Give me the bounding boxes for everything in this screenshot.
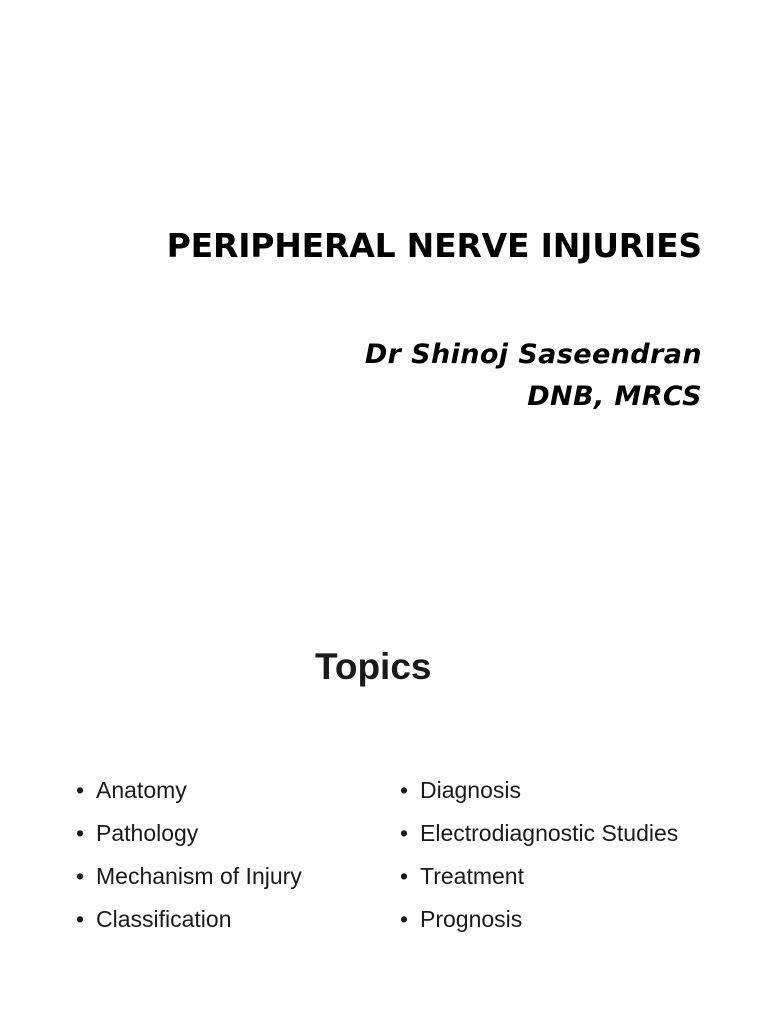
bullet-icon: • [76,820,85,846]
bullet-icon: • [400,863,409,889]
author-block [365,334,702,418]
presentation-title: PERIPHERAL NERVE INJURIES [166,226,702,265]
topics-list-left [76,776,302,948]
bullet-icon: • [400,777,409,803]
bullet-icon: • [76,777,85,803]
list-item: • Treatment [400,863,524,889]
author-name: Dr Shinoj Saseendran [364,339,702,370]
list-item: • Pathology [76,820,199,846]
bullet-icon: • [400,906,409,932]
topics-list-right [400,776,678,948]
bullet-icon: • [400,820,409,846]
list-item: • Electrodiagnostic Studies [400,820,679,846]
list-item: • Diagnosis [400,777,521,803]
bullet-icon: • [76,906,85,932]
list-item: • Classification [76,906,232,932]
topics-slide [0,590,768,1024]
topics-heading: Topics [315,646,432,687]
bullet-icon: • [76,863,85,889]
author-credentials: DNB, MRCS [527,381,702,412]
list-item: • Anatomy [76,777,187,803]
list-item: • Prognosis [400,906,523,932]
list-item: • Mechanism of Injury [76,863,302,889]
